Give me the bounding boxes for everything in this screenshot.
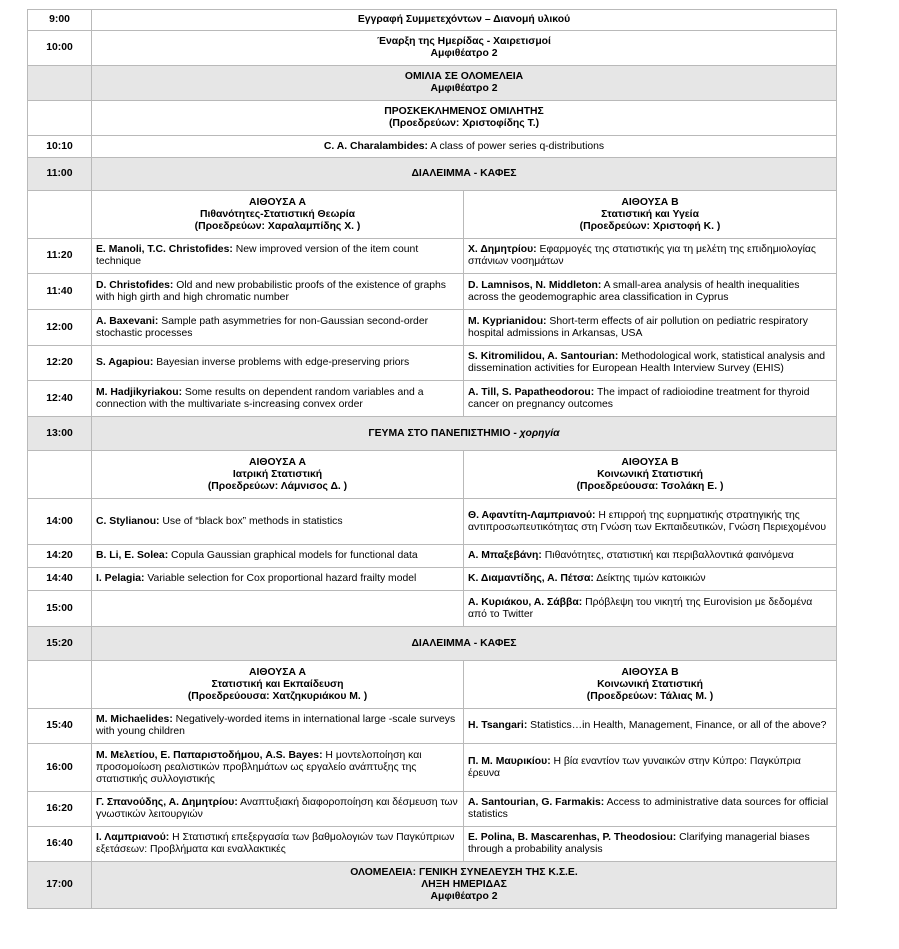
registration-text: Εγγραφή Συμμετεχόντων – Διανομή υλικού	[92, 10, 837, 31]
talk-room-b	[464, 792, 837, 827]
talk-room-b	[464, 274, 837, 310]
talk-room-a	[92, 709, 464, 744]
talk-title: Clarifying managerial biases through a probability analysis	[468, 832, 810, 855]
talk-title: A class of power series q-distributions	[427, 140, 605, 152]
empty-time-cell	[28, 451, 92, 499]
plenary-title: ΟΜΙΛΙΑ ΣΕ ΟΛΟΜΕΛΕΙΑ	[404, 71, 524, 82]
talk-title: Methodological work, statistical analysis and dissemination activities for European Health Interview Survey (EHIS)	[468, 351, 826, 374]
talk-title: Sample path asymmetries for non-Gaussian second-order stochastic processes	[96, 315, 429, 339]
talk-author: H. Tsangari:	[468, 720, 528, 731]
talk-room-a	[92, 274, 464, 310]
talk-title: Η επιρροή της ευρηματικής στρατηγικής της αντιπροσωπευτικότητας στη Γνώση των Εκπαιδευτικών, Γνώση Περιεχομένου	[468, 509, 827, 533]
invited-chair: (Προεδρεύων: Χριστοφίδης Τ.)	[388, 118, 540, 129]
talk-author: Θ. Αφαντίτη-Λαμπριανού:	[468, 509, 596, 521]
time-cell: 14:40	[28, 568, 92, 591]
time-cell: 11:00	[28, 158, 92, 191]
session-chair: (Προεδρεύουσα: Χατζηκυριάκου Μ. )	[187, 690, 368, 702]
room-name: ΑΙΘΟΥΣΑ Α	[249, 456, 306, 468]
row-plenary	[28, 66, 837, 101]
table-row	[28, 239, 837, 274]
row-invited	[28, 101, 837, 136]
talk-author: Α. Μπαξεβάνη:	[468, 550, 542, 561]
talk-room-b	[464, 310, 837, 346]
session-topic: Ιατρική Στατιστική	[232, 468, 323, 480]
talk-room-a	[92, 310, 464, 346]
time-cell: 15:40	[28, 709, 92, 744]
schedule-table	[27, 9, 837, 909]
session-topic: Στατιστική και Εκπαίδευση	[211, 678, 344, 690]
talk-room-a	[92, 827, 464, 862]
talk-title: Use of “black box” methods in statistics	[159, 515, 343, 527]
talk-author: D. Christofides:	[96, 279, 174, 291]
table-row	[28, 827, 837, 862]
closing-title: ΟΛΟΜΕΛΕΙΑ: ΓΕΝΙΚΗ ΣΥΝΕΛΕΥΣΗ ΤΗΣ Κ.Σ.Ε.	[350, 867, 578, 878]
opening-title: Έναρξη της Ημερίδας - Χαιρετισμοί	[377, 36, 551, 47]
lunch-cell	[92, 417, 837, 451]
room-a-header	[92, 191, 464, 239]
room-a-header	[92, 451, 464, 499]
closing-subtitle: ΛΗΞΗ ΗΜΕΡΙΔΑΣ	[421, 879, 507, 890]
row-registration	[28, 10, 837, 31]
lunch-sponsor: χορηγία	[519, 427, 560, 439]
time-cell: 12:20	[28, 346, 92, 381]
talk-title: Πιθανότητες, στατιστική και περιβαλλοντικά φαινόμενα	[541, 550, 794, 561]
room-name: ΑΙΘΟΥΣΑ Α	[249, 196, 306, 208]
empty-time-cell	[28, 101, 92, 136]
time-cell: 13:00	[28, 417, 92, 451]
time-cell: 10:10	[28, 136, 92, 158]
room-name: ΑΙΘΟΥΣΑ Β	[621, 196, 679, 208]
talk-title: Πρόβλεψη του νικητή της Eurovision με δεδομένα από το Twitter	[468, 596, 813, 620]
talk-author: M. Kyprianidou:	[468, 315, 547, 327]
talk-title: New improved version of the item count technique	[96, 244, 419, 267]
time-cell: 15:00	[28, 591, 92, 627]
invited-title: ΠΡΟΣΚΕΚΛΗΜΕΝΟΣ ΟΜΙΛΗΤΗΣ	[384, 106, 544, 117]
table-row	[28, 346, 837, 381]
session-chair: (Προεδρεύων: Χριστοφή Κ. )	[579, 220, 721, 232]
table-row	[28, 591, 837, 627]
talk-title: Statistics…in Health, Management, Finance, or all of the above?	[527, 720, 827, 731]
time-cell: 12:40	[28, 381, 92, 417]
table-row	[28, 310, 837, 346]
talk-room-b	[464, 744, 837, 792]
plenary-venue: Αμφιθέατρο 2	[430, 83, 498, 94]
talk-room-b	[464, 239, 837, 274]
session-chair: (Προεδρεύων: Τάλιας Μ. )	[586, 690, 714, 702]
talk-title: Some results on dependent random variables and a connection with the multivariate s-increasing convex order	[96, 386, 424, 410]
talk-title: Η μοντελοποίηση και προσομοίωση ρεαλιστικών προβλημάτων ως εργαλείο ανάπτυξης της στατιστικής συλλογιστικής	[96, 749, 422, 785]
room-name: ΑΙΘΟΥΣΑ Α	[249, 666, 306, 678]
table-row	[28, 274, 837, 310]
room-b-header	[464, 451, 837, 499]
talk-author: B. Li, E. Solea:	[96, 550, 169, 561]
talk-author: S. Agapiou:	[96, 357, 154, 368]
table-row	[28, 499, 837, 545]
session-chair: (Προεδρεύουσα: Τσολάκη Ε. )	[576, 480, 724, 492]
table-row	[28, 545, 837, 568]
talk-author: A. Till, S. Papatheodorou:	[468, 386, 595, 398]
coffee-break-text: ΔΙΑΛΕΙΜΜΑ - ΚΑΦΕΣ	[92, 627, 837, 661]
talk-room-a	[92, 568, 464, 591]
room-a-header	[92, 661, 464, 709]
talk-author: Α. Κυριάκου, Α. Σάββα:	[468, 596, 583, 608]
talk-room-a	[92, 239, 464, 274]
talk-room-a	[92, 792, 464, 827]
talk-author: A. Santourian, G. Farmakis:	[468, 797, 605, 808]
row-coffee-break-1	[28, 158, 837, 191]
time-cell: 16:20	[28, 792, 92, 827]
talk-title: Bayesian inverse problems with edge-preserving priors	[153, 357, 410, 368]
time-cell: 14:00	[28, 499, 92, 545]
talk-room-b	[464, 545, 837, 568]
talk-room-b	[464, 709, 837, 744]
talk-title: Αναπτυξιακή διαφοροποίηση και δέσμευση των γνωστικών λειτουργιών	[96, 797, 458, 820]
session-chair: (Προεδρεύων: Λάμνισος Δ. )	[207, 480, 348, 492]
talk-room-a	[92, 545, 464, 568]
table-row	[28, 381, 837, 417]
row-opening	[28, 31, 837, 66]
talk-title: Η Στατιστική επεξεργασία των βαθμολογιών των Παγκύπριων εξετάσεων: Προβλήματα και εναλλακτικές	[96, 832, 455, 855]
row-keynote	[28, 136, 837, 158]
plenary-cell	[92, 66, 837, 101]
talk-author: Κ. Διαμαντίδης, Α. Πέτσα:	[468, 573, 594, 584]
talk-author: Χ. Δημητρίου:	[468, 244, 537, 255]
talk-room-a	[92, 381, 464, 417]
talk-title: Variable selection for Cox proportional hazard frailty model	[144, 573, 417, 584]
row-closing	[28, 862, 837, 909]
talk-author: M. Hadjikyriakou:	[96, 386, 183, 398]
talk-title: Short-term effects of air pollution on pediatric respiratory hospital admissions in Arkansas, USA	[468, 315, 808, 339]
time-cell: 10:00	[28, 31, 92, 66]
talk-author: I. Pelagia:	[96, 573, 145, 584]
talk-room-a	[92, 499, 464, 545]
talk-room-b	[464, 346, 837, 381]
time-cell: 11:20	[28, 239, 92, 274]
time-cell: 15:20	[28, 627, 92, 661]
table-row	[28, 792, 837, 827]
talk-room-b	[464, 827, 837, 862]
talk-author: Γ. Σπανούδης, Α. Δημητρίου:	[96, 797, 238, 808]
table-row	[28, 568, 837, 591]
table-row	[28, 709, 837, 744]
talk-author: S. Kitromilidou, A. Santourian:	[468, 351, 619, 362]
session-chair: (Προεδρεύων: Χαραλαμπίδης Χ. )	[194, 220, 361, 232]
session-topic: Στατιστική και Υγεία	[601, 208, 699, 220]
talk-author: Ι. Λαμπριανού:	[96, 832, 170, 843]
opening-cell	[92, 31, 837, 66]
talk-title: Εφαρμογές της στατιστικής για τη μελέτη της επιδημιολογίας σπάνιων νοσημάτων	[468, 244, 816, 267]
coffee-break-text: ΔΙΑΛΕΙΜΜΑ - ΚΑΦΕΣ	[92, 158, 837, 191]
room-b-header	[464, 661, 837, 709]
session-topic: Κοινωνική Στατιστική	[597, 678, 703, 690]
talk-title: Old and new probabilistic proofs of the existence of graphs with high girth and high chromatic number	[96, 279, 446, 303]
talk-author: C. Stylianou:	[96, 515, 160, 527]
room-name: ΑΙΘΟΥΣΑ Β	[621, 456, 679, 468]
row-lunch	[28, 417, 837, 451]
talk-author: Π. Μ. Μαυρικίου:	[468, 755, 551, 767]
talk-title: A small-area analysis of health inequalities across the geodemographic area classification in Cyprus	[468, 279, 800, 303]
talk-room-a	[92, 591, 464, 627]
invited-cell	[92, 101, 837, 136]
row-session-header	[28, 191, 837, 239]
row-coffee-break-2	[28, 627, 837, 661]
closing-cell	[92, 862, 837, 909]
talk-room-a	[92, 744, 464, 792]
time-cell: 11:40	[28, 274, 92, 310]
time-cell: 16:00	[28, 744, 92, 792]
talk-title: Η βία εναντίον των γυναικών στην Κύπρο: Παγκύπρια έρευνα	[468, 755, 801, 779]
row-session-header	[28, 661, 837, 709]
time-cell: 12:00	[28, 310, 92, 346]
table-row	[28, 744, 837, 792]
room-name: ΑΙΘΟΥΣΑ Β	[621, 666, 679, 678]
talk-author: Μ. Μελετίου, Ε. Παπαριστοδήμου, A.S. Bayes:	[96, 749, 323, 761]
keynote-cell	[92, 136, 837, 158]
talk-author: M. Michaelides:	[96, 714, 173, 725]
talk-room-b	[464, 591, 837, 627]
talk-title: Δείκτης τιμών κατοικιών	[593, 573, 706, 584]
opening-venue: Αμφιθέατρο 2	[430, 48, 498, 59]
session-topic: Πιθανότητες-Στατιστική Θεωρία	[199, 208, 356, 220]
talk-author: D. Lamnisos, N. Middleton:	[468, 279, 602, 291]
talk-title: Negatively-worded items in international large -scale surveys with young children	[96, 714, 456, 737]
talk-title: Copula Gaussian graphical models for functional data	[168, 550, 418, 561]
session-topic: Κοινωνική Στατιστική	[597, 468, 703, 480]
talk-room-b	[464, 499, 837, 545]
talk-title: Access to administrative data sources for official statistics	[468, 797, 829, 820]
talk-author: A. Baxevani:	[96, 315, 159, 327]
empty-time-cell	[28, 191, 92, 239]
talk-room-a	[92, 346, 464, 381]
time-cell: 16:40	[28, 827, 92, 862]
time-cell: 14:20	[28, 545, 92, 568]
talk-author: E. Polina, B. Mascarenhas, P. Theodosiou:	[468, 832, 677, 843]
empty-time-cell	[28, 66, 92, 101]
talk-room-b	[464, 381, 837, 417]
talk-title: The impact of radioiodine treatment for thyroid cancer on pregnancy outcomes	[468, 386, 810, 410]
talk-author: E. Manoli, T.C. Christofides:	[96, 244, 233, 255]
talk-room-b	[464, 568, 837, 591]
talk-author: C. A. Charalambides:	[323, 140, 428, 152]
empty-time-cell	[28, 661, 92, 709]
room-b-header	[464, 191, 837, 239]
closing-venue: Αμφιθέατρο 2	[430, 891, 498, 902]
row-session-header	[28, 451, 837, 499]
time-cell: 17:00	[28, 862, 92, 909]
lunch-text: ΓΕΥΜΑ ΣΤΟ ΠΑΝΕΠΙΣΤΗΜΙΟ -	[368, 427, 520, 439]
time-cell: 9:00	[28, 10, 92, 31]
